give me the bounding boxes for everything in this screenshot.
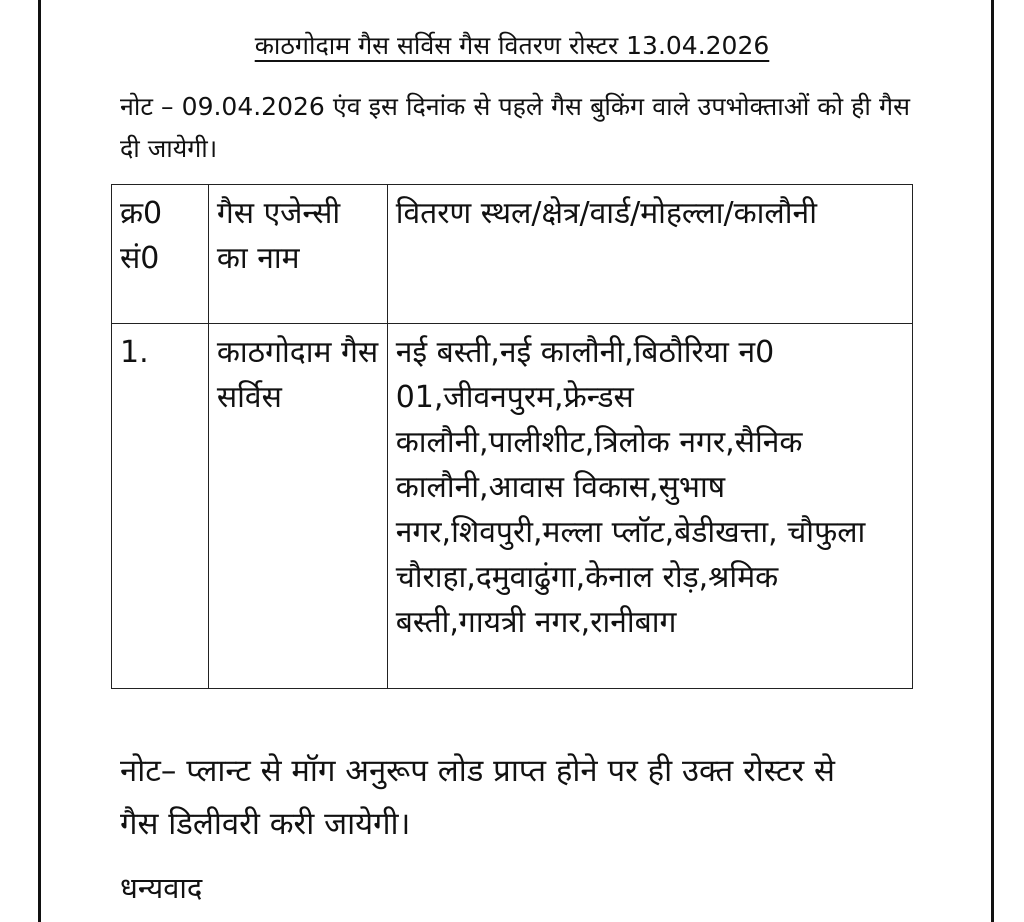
header-agency: गैस एजेन्सी का नाम <box>208 185 387 324</box>
cell-area: नई बस्ती,नई कालौनी,बिठौरिया न0 01,जीवनपुरम,फ्रेन्डस कालौनी,पालीशीट,त्रिलोक नगर,सैनिक कालौनी,आवास विकास,सुभाष नगर,शिवपुरी,मल्ला प्लॉट,बेडीखत्ता, चौफुला चौराहा,दमुवाढुंगा,केनाल रोड़,श्रमिक बस्ती,गायत्री नगर,रानीबाग <box>387 324 912 689</box>
closing-text: धन्यवाद <box>120 871 203 905</box>
document-title <box>0 30 1024 62</box>
roster-table <box>111 184 913 689</box>
top-note: नोट – 09.04.2026 एंव इस दिनांक से पहले गैस बुकिंग वाले उपभोक्ताओं को ही गैस दी जायेगी। <box>120 92 910 163</box>
cell-agency: काठगोदाम गैस सर्विस <box>208 324 387 689</box>
table-header-row <box>112 185 913 324</box>
cell-serial: 1. <box>112 324 209 689</box>
table-row <box>112 324 913 689</box>
header-serial: क्र0 सं0 <box>112 185 209 324</box>
document-title-text: काठगोदाम गैस सर्विस गैस वितरण रोस्टर 13.04.2026 <box>254 31 770 60</box>
bottom-note: नोट– प्लान्ट से मॉग अनुरूप लोड प्राप्त होने पर ही उक्त रोस्टर से गैस डिलीवरी करी जायेगी। <box>120 753 835 842</box>
header-area: वितरण स्थल/क्षेत्र/वार्ड/मोहल्ला/कालौनी <box>387 185 912 324</box>
